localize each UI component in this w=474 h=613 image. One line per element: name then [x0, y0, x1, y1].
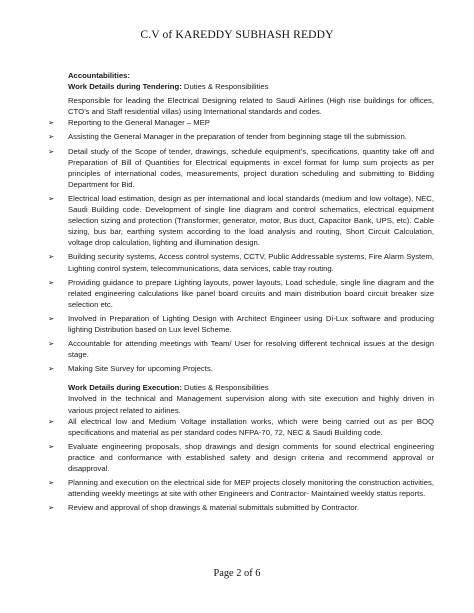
arrow-bullet-icon: ➢: [48, 339, 55, 349]
list-item-text: Planning and execution on the electrical side for MEP projects closely monitoring the construction activities, attending weekly meetings at site with other Engineers and Contractor- Maintained weekly status reports.: [68, 478, 434, 499]
list-item: [48, 251, 434, 273]
arrow-bullet-icon: ➢: [48, 146, 55, 156]
tendering-bullet-list: [48, 117, 434, 374]
tendering-heading-bold: Work Details during Tendering:: [68, 82, 182, 92]
page-title: C.V of KAREDDY SUBHASH REDDY: [140, 28, 334, 41]
arrow-bullet-icon: ➢: [48, 441, 55, 451]
list-item: [48, 117, 434, 128]
arrow-bullet-icon: ➢: [48, 364, 55, 374]
list-item-text: Evaluate engineering proposals, shop drawings and design comments for sound electrical engineering practice and conformance with established safety and design criteria and recommend approval or disapproval.: [68, 441, 434, 473]
list-item: [48, 146, 434, 190]
list-item-text: Reporting to the General Manager – MEP: [68, 118, 210, 128]
list-item-text: Electrical load estimation, design as per international and local standards (medium and low voltage), NEC, Saudi Building code. Development of single line diagram and control schematics, electrical equipment selection sizing and protection (Transformer, generator, motor, Bus duct, Capacitor Bank, UPS, etc). Cable sizing, bus bar, earthing system according to the load analysis and routing, Short Circuit Calculation, voltage drop calculation, lighting and illumination design.: [68, 193, 434, 248]
execution-heading-rest: Duties & Responsibilities: [181, 383, 269, 393]
execution-heading-bold: Work Details during Execution:: [68, 383, 182, 393]
list-item-text: Assisting the General Manager in the preparation of tender from beginning stage till the submission.: [68, 132, 407, 142]
arrow-bullet-icon: ➢: [48, 478, 55, 488]
arrow-bullet-icon: ➢: [48, 118, 55, 128]
list-item: [48, 313, 434, 335]
execution-bullet-list: [48, 416, 434, 514]
list-item: [48, 277, 434, 310]
arrow-bullet-icon: ➢: [48, 193, 55, 203]
document-body: [48, 70, 434, 516]
execution-heading: [68, 382, 434, 393]
list-item-text: Accountable for attending meetings with Team/ User for resolving different technical issues at the design stage.: [68, 339, 434, 360]
accountabilities-heading: Accountabilities:: [68, 71, 130, 80]
list-item: [48, 193, 434, 248]
list-item-text: Providing guidance to prepare Lighting layouts, power layouts, Load schedule, single line diagram and the related engineering calculations like panel board circuits and main distribution board circuit breaker size selection etc.: [68, 277, 434, 309]
list-item: [48, 441, 434, 474]
list-item: [48, 338, 434, 360]
arrow-bullet-icon: ➢: [48, 277, 55, 287]
tendering-heading-rest: Duties & Responsibilities: [181, 82, 269, 92]
arrow-bullet-icon: ➢: [48, 416, 55, 426]
list-item: [48, 477, 434, 499]
list-item: [48, 416, 434, 438]
arrow-bullet-icon: ➢: [48, 503, 55, 513]
list-item: [48, 502, 434, 513]
list-item-text: Involved in Preparation of Lighting Design with Architect Engineer using Di-Lux software and producing lighting Distribution based on Lux level Scheme.: [68, 313, 434, 334]
page-number: Page 2 of 6: [213, 568, 261, 579]
execution-intro: Involved in the technical and Management supervision along with site execution and highly driven in various project related to airlines.: [68, 394, 434, 415]
tendering-heading: [68, 81, 434, 92]
tendering-intro: Responsible for leading the Electrical Designing related to Saudi Airlines (High rise buildings for offices, CTO’s and Staff residential villas) using International standards and codes.: [68, 96, 434, 117]
list-item-text: All electrical low and Medium Voltage installation works, which were being carried out as per BOQ specifications and material as per standard codes NFPA-70, 72, NEC & Saudi Building code.: [68, 416, 434, 437]
list-item: [48, 363, 434, 374]
list-item: [48, 131, 434, 142]
arrow-bullet-icon: ➢: [48, 132, 55, 142]
arrow-bullet-icon: ➢: [48, 313, 55, 323]
arrow-bullet-icon: ➢: [48, 252, 55, 262]
list-item-text: Building security systems, Access control systems, CCTV, Public Addressable systems, Fire Alarm System, Lighting control system, telecommunications, data services, cable tray routing.: [68, 252, 434, 273]
list-item-text: Review and approval of shop drawings & material submittals submitted by Contractor.: [68, 503, 359, 513]
list-item-text: Making Site Survey for upcoming Projects.: [68, 364, 213, 374]
list-item-text: Detail study of the Scope of tender, drawings, schedule equipment’s, specifications, quantity take off and Preparation of Bill of Quantities for Electrical equipments in excel format for lump sum projects as per principles of international codes, measurements, project duration scheduling and submitting to Bidding Department for Bid.: [68, 146, 434, 189]
